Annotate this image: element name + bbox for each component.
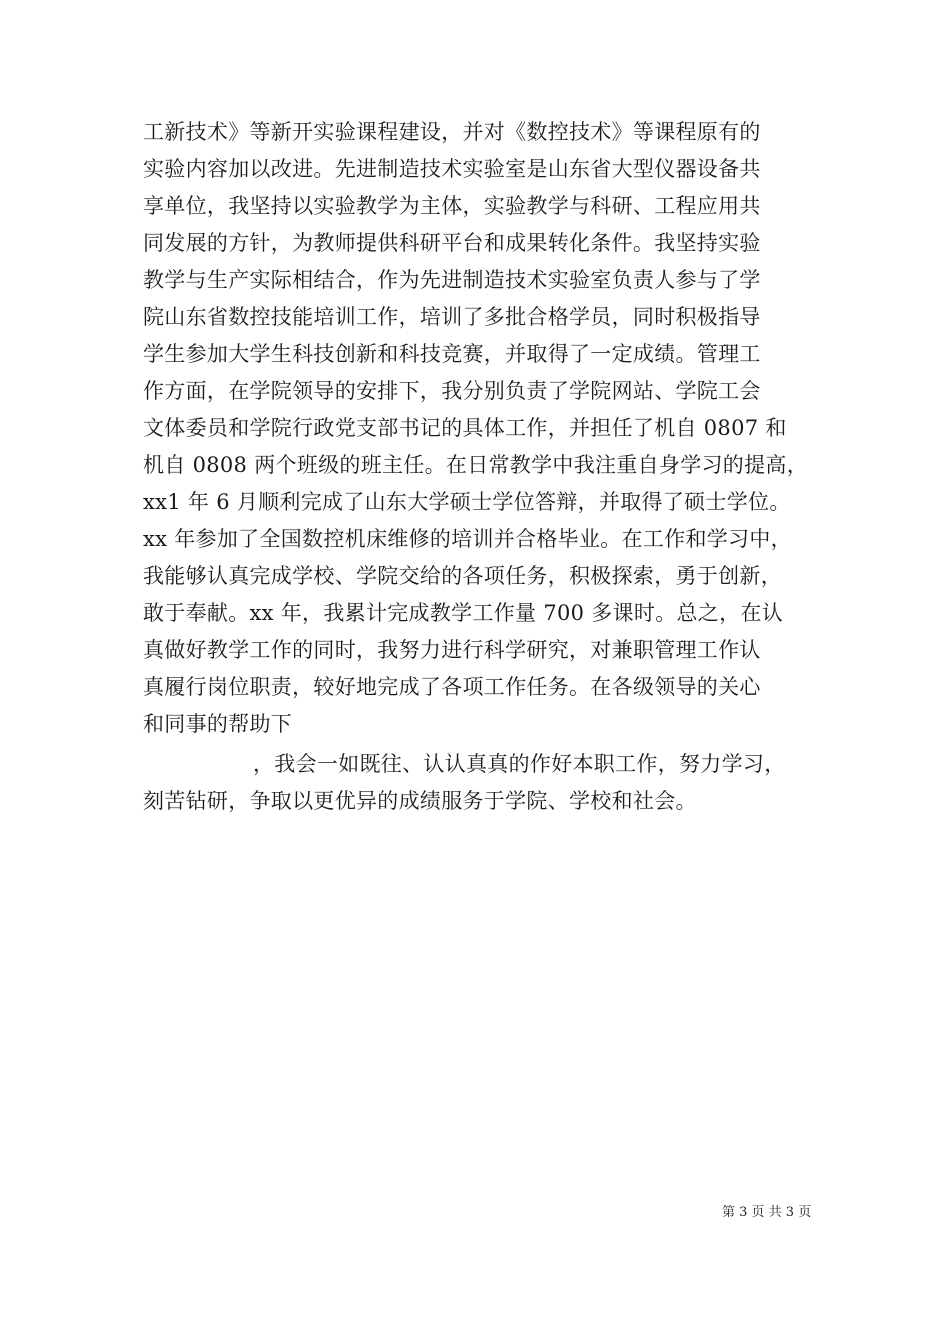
body-line-15: 真做好教学工作的同时，我努力进行科学研究，对兼职管理工作认 bbox=[143, 638, 761, 662]
body-line-7: 学生参加大学生科技创新和科技竞赛，并取得了一定成绩。管理工 bbox=[143, 342, 761, 366]
body-line-13: 我能够认真完成学校、学院交给的各项任务，积极探索，勇于创新， bbox=[143, 564, 782, 588]
body-line-10: 机自 0808 两个班级的班主任。在日常教学中我注重自身学习的提高， bbox=[143, 453, 808, 477]
body-line-2: 实验内容加以改进。先进制造技术实验室是山东省大型仪器设备共 bbox=[143, 157, 761, 181]
body-line-18: ，我会一如既往、认认真真的作好本职工作，努力学习， bbox=[253, 752, 786, 776]
body-line-12: xx 年参加了全国数控机床维修的培训并合格毕业。在工作和学习中， bbox=[143, 527, 792, 551]
body-line-11: xx1 年 6 月顺利完成了山东大学硕士学位答辩，并取得了硕士学位。 bbox=[143, 490, 791, 514]
body-line-14: 敢于奉献。xx 年，我累计完成教学工作量 700 多课时。总之，在认 bbox=[143, 601, 783, 625]
document-body bbox=[143, 114, 823, 820]
body-line-4: 同发展的方针，为教师提供科研平台和成果转化条件。我坚持实验 bbox=[143, 231, 761, 255]
body-line-16: 真履行岗位职责，较好地完成了各项工作任务。在各级领导的关心 bbox=[143, 675, 761, 699]
body-line-9: 文体委员和学院行政党支部书记的具体工作，并担任了机自 0807 和 bbox=[143, 416, 787, 440]
body-line-3: 享单位，我坚持以实验教学为主体，实验教学与科研、工程应用共 bbox=[143, 194, 761, 218]
body-line-8: 作方面，在学院领导的安排下，我分别负责了学院网站、学院工会 bbox=[143, 379, 761, 403]
body-line-19: 刻苦钻研，争取以更优异的成绩服务于学院、学校和社会。 bbox=[143, 789, 697, 813]
body-line-1: 工新技术》等新开实验课程建设，并对《数控技术》等课程原有的 bbox=[143, 120, 761, 144]
body-line-17: 和同事的帮助下 bbox=[143, 712, 293, 736]
body-line-6: 院山东省数控技能培训工作，培训了多批合格学员，同时积极指导 bbox=[143, 305, 761, 329]
body-line-5: 教学与生产实际相结合，作为先进制造技术实验室负责人参与了学 bbox=[143, 268, 761, 292]
page-number-footer: 第 3 页 共 3 页 bbox=[722, 1205, 812, 1220]
